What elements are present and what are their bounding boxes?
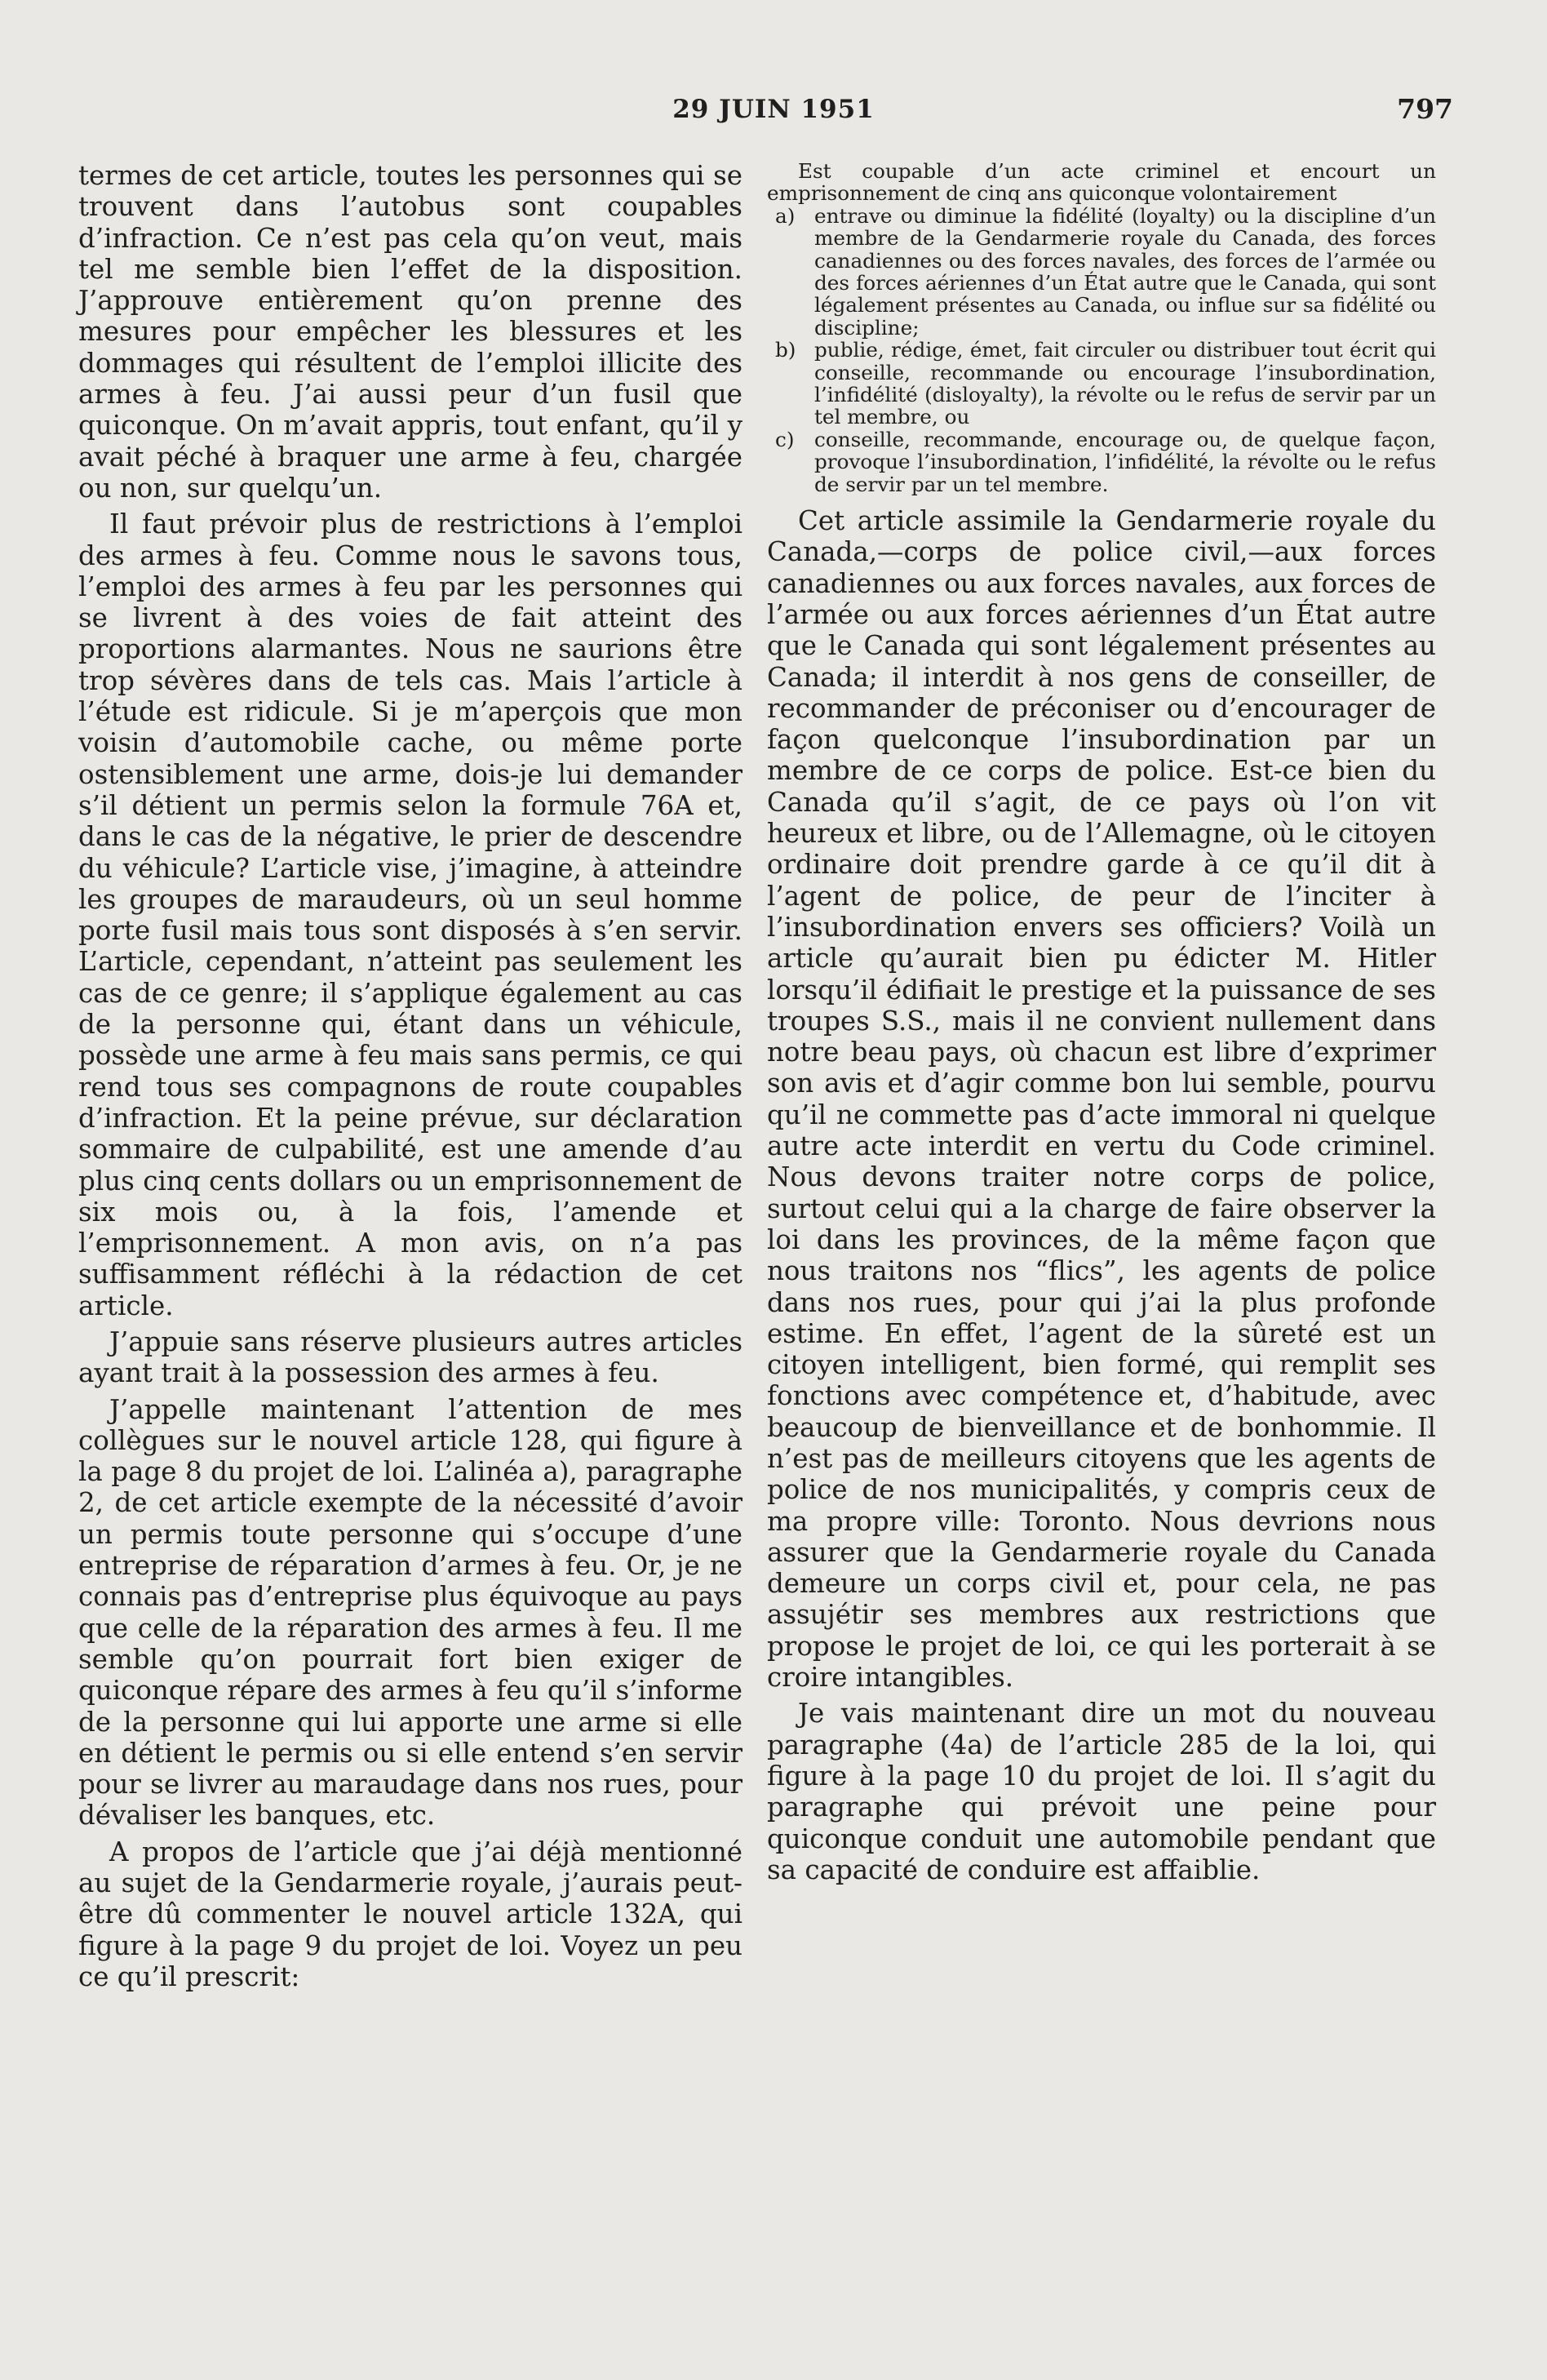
paragraph: Il faut prévoir plus de restrictions à l’emploi des armes à feu. Comme nous le savons tous, l’emploi des armes à feu par les personnes qui se livrent à des voies de fait atteint des proportions alarmantes. Nous ne saurions être trop sévères dans de tels cas. Mais l’article à l’étude est ridicule. Si je m’aperçois que mon voisin d’automobile cache, ou même porte ostensiblement une arme, dois-je lui demander s’il détient un permis selon la formule 76A et, dans le cas de la négative, le prier de descendre du véhicule? L’article vise, j’imagine, à atteindre les groupes de maraudeurs, où un seul homme porte fusil mais tous sont disposés à s’en servir. L’article, cependant, n’atteint pas seulement les cas de ce genre; il s’applique également au cas de la personne qui, étant dans un véhicule, possède une arme à feu mais sans permis, ce qui rend tous ses compagnons de route coupables d’infraction. Et la peine prévue, sur déclaration sommaire de culpabilité, est une amende d’au plus cinq cents dollars ou un emprisonnement de six mois ou, à la fois, l’amende et l’emprisonnement. A mon avis, on n’a pas suffisamment réfléchi à la rédaction de cet article.: [78, 508, 742, 1321]
quote-item-label: c): [775, 427, 795, 451]
quote-item-text: entrave ou diminue la fidélité (loyalty) ou la discipline d’un membre de la Gendarmerie royale du Canada, des forces canadiennes ou des forces navales, des forces de l’armée ou des forces aériennes d’un État autre que le Canada, qui sont légalement présentes au Canada, ou influe sur sa fidélité ou discipline;: [814, 203, 1436, 340]
paragraph: Cet article assimile la Gendarmerie royale du Canada,—corps de police civil,—aux forces canadiennes ou aux forces navales, aux forces de l’armée ou aux forces aériennes d’un État autre que le Canada qui sont légalement présentes au Canada; il interdit à nos gens de conseiller, de recommander de préconiser ou d’encourager de façon quelconque l’insubordination par un membre de ce corps de police. Est-ce bien du Canada qu’il s’agit, de ce pays où l’on vit heureux et libre, ou de l’Allemagne, où le citoyen ordinaire doit prendre garde à ce qu’il dit à l’agent de police, de peur de l’inciter à l’insubordination envers ses officiers? Voilà un article qu’aurait bien pu édicter M. Hitler lorsqu’il édifiait le prestige et la puissance de ses troupes S.S., mais il ne convient nullement dans notre beau pays, où chacun est libre d’exprimer son avis et d’agir comme bon lui semble, pourvu qu’il ne commette pas d’acte immoral ni quelque autre acte interdit en vertu du Code criminel. Nous devons traiter notre corps de police, surtout celui qui a la charge de faire observer la loi dans les provinces, de la même façon que nous traitons nos “flics”, les agents de police dans nos rues, pour qui j’ai la plus profonde estime. En effet, l’agent de la sûreté est un citoyen intelligent, bien formé, qui remplit ses fonctions avec compétence et, d’habitude, avec beaucoup de bienveillance et de bonhommie. Il n’est pas de meilleurs citoyens que les agents de police de nos municipalités, y compris ceux de ma propre ville: Toronto. Nous devrions nous assurer que la Gendarmerie royale du Canada demeure un corps civil et, pour cela, ne pas assujétir ses membres aux restrictions que propose le projet de loi, ce qui les porterait à se croire intangibles.: [767, 505, 1436, 1694]
left-column: [78, 160, 742, 1997]
paragraph: A propos de l’article que j’ai déjà mentionné au sujet de la Gendarmerie royale, j’aurais peut-être dû commenter le nouvel article 132A, qui figure à la page 9 du projet de loi. Voyez un peu ce qu’il prescrit:: [78, 1836, 742, 1992]
quote-item: [767, 205, 1436, 339]
quote-item-label: b): [775, 338, 796, 362]
quote-item: [767, 339, 1436, 428]
paragraph: J’appuie sans réserve plusieurs autres articles ayant trait à la possession des armes à feu.: [78, 1325, 742, 1389]
quoted-article: [767, 160, 1436, 495]
quote-item-text: conseille, recommande, encourage ou, de quelque façon, provoque l’insubordination, l’infidélité, la révolte ou le refus de servir par un tel membre.: [814, 427, 1436, 496]
right-column: [767, 160, 1436, 1890]
quote-item-label: a): [775, 203, 796, 228]
paragraph: Je vais maintenant dire un mot du nouveau paragraphe (4a) de l’article 285 de la loi, qui figure à la page 10 du projet de loi. Il s’agit du paragraphe qui prévoit une peine pour quiconque conduit une automobile pendant que sa capacité de conduire est affaiblie.: [767, 1698, 1436, 1885]
page-number: 797: [1397, 93, 1453, 125]
paragraph: termes de cet article, toutes les personnes qui se trouvent dans l’autobus sont coupables d’infraction. Ce n’est pas cela qu’on veut, mais tel me semble bien l’effet de la disposition. J’approuve entièrement qu’on prenne des mesures pour empêcher les blessures et les dommages qui résultent de l’emploi illicite des armes à feu. J’ai aussi peur d’un fusil que quiconque. On m’avait appris, tout enfant, qu’il y avait péché à braquer une arme à feu, chargée ou non, sur quelqu’un.: [78, 160, 742, 504]
page-header-date: 29 JUIN 1951: [672, 95, 875, 124]
quote-intro: Est coupable d’un acte criminel et encourt un emprisonnement de cinq ans quiconque volontairement: [767, 159, 1436, 206]
quote-item: [767, 428, 1436, 495]
paragraph: J’appelle maintenant l’attention de mes collègues sur le nouvel article 128, qui figure à la page 8 du projet de loi. L’alinéa a), paragraphe 2, de cet article exempte de la nécessité d’avoir un permis toute personne qui s’occupe d’une entreprise de réparation d’armes à feu. Or, je ne connais pas d’entreprise plus équivoque au pays que celle de la réparation des armes à feu. Il me semble qu’on pourrait fort bien exiger de quiconque répare des armes à feu qu’il s’informe de la personne qui lui apporte une arme si elle en détient le permis ou si elle entend s’en servir pour se livrer au maraudage dans nos rues, pour dévaliser les banques, etc.: [78, 1393, 742, 1832]
quote-item-text: publie, rédige, émet, fait circuler ou distribuer tout écrit qui conseille, recommande ou encourage l’insubordination, l’infidélité (disloyalty), la révolte ou le refus de servir par un tel membre, ou: [814, 338, 1436, 429]
